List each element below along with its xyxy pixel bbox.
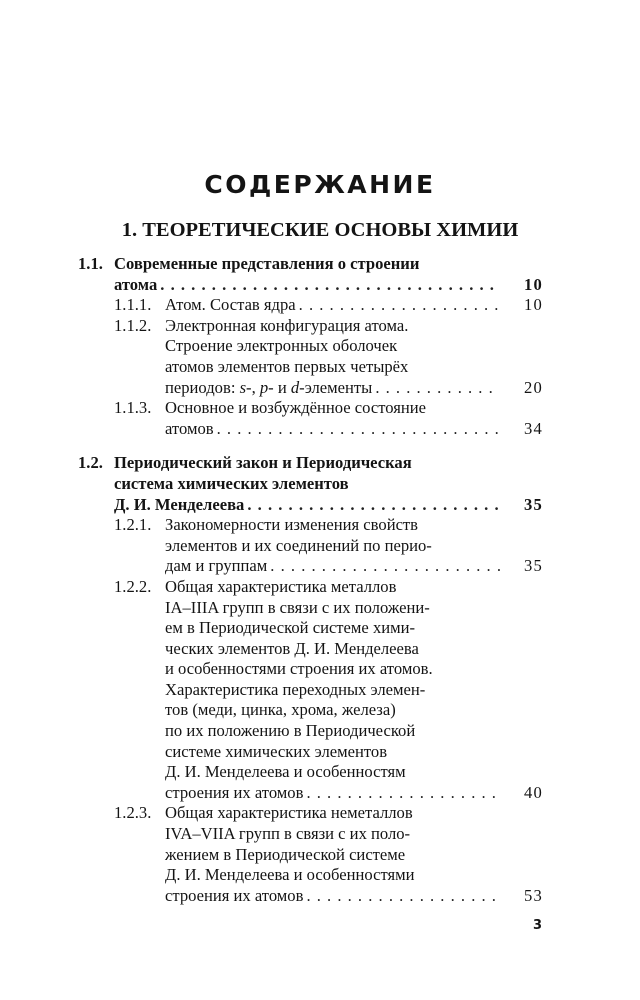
page-ref: 35 <box>501 556 543 577</box>
toc-entry-1-2[interactable] <box>0 453 640 474</box>
toc-entry-1-2-cont[interactable] <box>0 495 640 516</box>
section-title-line: Атом. Состав ядра <box>165 295 296 315</box>
section-title-line: Периодический закон и Периодическая <box>114 453 412 473</box>
section-title-line: Закономерности изменения свойств <box>165 515 419 535</box>
section-title-line: Общая характеристика металлов <box>165 576 397 596</box>
toc-entry-1-2-2-cont <box>0 762 640 783</box>
dot-leader <box>270 556 500 577</box>
toc-entry-1-1-2-cont[interactable] <box>0 378 640 399</box>
toc-entry-1-2-1-cont <box>0 536 640 557</box>
dot-leader <box>299 295 500 316</box>
section-number: 1.1.3. <box>114 398 152 418</box>
page-ref: 10 <box>501 295 543 316</box>
section-title-line: жением в Периодической системе <box>165 844 406 864</box>
section-number: 1.1.2. <box>114 315 152 335</box>
toc-entry-1-2-2-cont <box>0 639 640 660</box>
section-title-line: системе химических элементов <box>165 741 388 761</box>
toc-entry-1-2-2-cont <box>0 618 640 639</box>
dot-leader <box>306 783 500 804</box>
section-title-line: Современные представления о строении <box>114 254 420 273</box>
page-ref: 10 <box>501 275 543 296</box>
toc-entry-1-2-2-cont <box>0 680 640 701</box>
section-title-line: строения их атомов <box>165 885 304 905</box>
section-title-line: Основное и возбуждённое состояние <box>165 398 427 418</box>
toc-entry-1-2-2-cont <box>0 742 640 763</box>
section-title-line: атома <box>114 274 158 294</box>
page-ref: 34 <box>501 419 543 440</box>
toc-entry-1-2-3-cont <box>0 824 640 845</box>
toc-entry-1-1-2[interactable] <box>0 316 640 337</box>
section-number: 1.2.1. <box>114 515 152 535</box>
section-title-line: ем в Периодической системе хими- <box>165 618 416 638</box>
toc-entry-1-1-2-cont <box>0 357 640 378</box>
toc-entry-1-1-1[interactable] <box>0 295 640 316</box>
toc-entry-1-2-3[interactable] <box>0 803 640 824</box>
toc-entry-1-2-2[interactable] <box>0 577 640 598</box>
section-number: 1.1. <box>78 254 103 273</box>
section-number: 1.1.1. <box>114 295 152 315</box>
section-number: 1.2. <box>78 453 103 473</box>
page-ref: 53 <box>501 886 543 907</box>
toc-entry-1-2-2-cont[interactable] <box>0 783 640 804</box>
toc-entry-1-2-3-cont[interactable] <box>0 886 640 907</box>
section-title-line: Характеристика переходных элемен- <box>165 679 426 699</box>
section-title-line: атомов <box>165 418 214 438</box>
toc-entry-1-2-3-cont <box>0 865 640 886</box>
toc-entry-1-2-2-cont <box>0 700 640 721</box>
toc-entry-1-2-1[interactable] <box>0 515 640 536</box>
section-title-line: Д. И. Менделеева и особенностями <box>165 865 415 885</box>
section-title-line: IVA–VIIA групп в связи с их поло- <box>165 824 411 844</box>
section-title-line: Д. И. Менделеева <box>114 494 245 514</box>
section-title-line: тов (меди, цинка, хрома, железа) <box>165 700 396 720</box>
toc-heading: СОДЕРЖАНИЕ <box>204 170 436 199</box>
section-title-line: ческих элементов Д. И. Менделеева <box>165 638 419 658</box>
toc-entry-1-2-cont <box>0 474 640 495</box>
table-of-contents <box>0 254 640 906</box>
section-title-line: по их положению в Периодической <box>165 721 416 741</box>
section-title-line: система химических элементов <box>114 473 349 493</box>
dot-leader <box>375 378 500 399</box>
part-title: 1. ТЕОРЕТИЧЕСКИЕ ОСНОВЫ ХИМИИ <box>121 219 519 241</box>
section-number: 1.2.2. <box>114 576 152 596</box>
toc-entry-1-1[interactable] <box>0 254 640 275</box>
page-ref: 40 <box>501 783 543 804</box>
section-title-line: атомов элементов первых четырёх <box>165 356 409 376</box>
section-title-line: Общая характеристика неметаллов <box>165 803 413 823</box>
toc-entry-1-2-2-cont <box>0 721 640 742</box>
toc-entry-1-1-3[interactable] <box>0 398 640 419</box>
section-title-line: Строение электронных оболочек <box>165 336 398 356</box>
section-title-line: Электронная конфигурация атома. <box>165 315 409 335</box>
section-number: 1.2.3. <box>114 803 152 823</box>
section-title-line: элементов и их соединений по перио- <box>165 535 432 555</box>
dot-leader <box>217 419 500 440</box>
toc-entry-1-1-3-cont[interactable] <box>0 419 640 440</box>
dot-leader <box>306 886 500 907</box>
section-title-line: IA–IIIA групп в связи с их положени- <box>165 597 430 617</box>
toc-entry-1-1-cont[interactable] <box>0 275 640 296</box>
dot-leader <box>247 495 500 516</box>
section-title-line: строения их атомов <box>165 782 304 802</box>
section-title-line: дам и группам <box>165 556 268 576</box>
toc-entry-1-2-3-cont <box>0 845 640 866</box>
page-ref: 20 <box>501 378 543 399</box>
page-ref: 35 <box>501 495 543 516</box>
toc-entry-1-1-2-cont <box>0 336 640 357</box>
toc-entry-1-2-1-cont[interactable] <box>0 556 640 577</box>
toc-entry-1-2-2-cont <box>0 598 640 619</box>
section-title-line: периодов: s-, p- и d-элементы <box>165 377 373 397</box>
toc-entry-1-2-2-cont <box>0 659 640 680</box>
section-title-line: и особенностями строения их атомов. <box>165 659 433 679</box>
page-number: 3 <box>532 918 542 933</box>
dot-leader <box>160 275 500 296</box>
section-title-line: Д. И. Менделеева и особенностям <box>165 762 406 782</box>
